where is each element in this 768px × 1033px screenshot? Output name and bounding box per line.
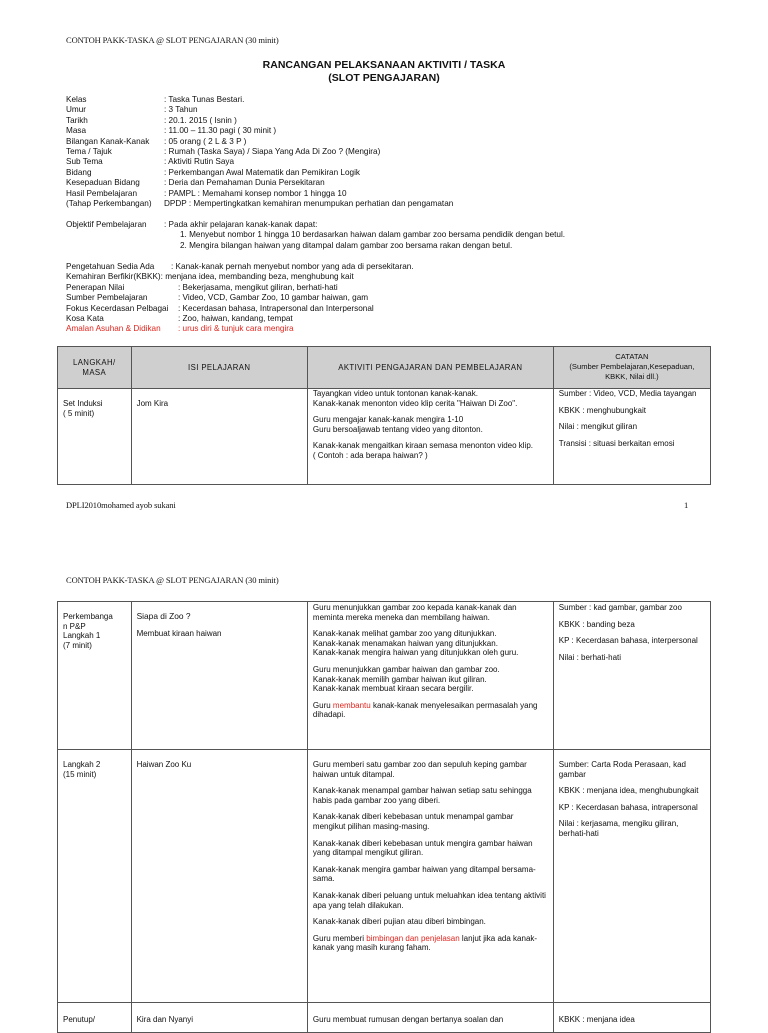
objectives-intro: : Pada akhir pelajaran kanak-kanak dapat:	[164, 220, 318, 229]
info-row: (Tahap Perkembangan) DPDP : Mempertingkatkan kemahiran menumpukan perhatian dan pengamatan	[66, 199, 454, 209]
page-number: 1	[684, 500, 689, 510]
document-title: RANCANGAN PELAKSANAAN AKTIVITI / TASKA	[262, 59, 506, 71]
info-row: Pengetahuan Sedia Ada : Kanak-kanak pernah menyebut nombor yang ada di persekitaran.	[66, 262, 414, 271]
header-catatan: CATATAN (Sumber Pembelajaran,Kesepaduan, KBKK, Nilai dll.)	[553, 347, 710, 389]
info-row: Kemahiran Berfikir(KBKK) : menjana idea, membanding beza, menghubung kait	[66, 272, 354, 282]
info-row: Umur : 3 Tahun	[66, 105, 198, 115]
info-row: Kesepaduan Bidang : Deria dan Pemahaman Dunia Persekitaran	[66, 178, 325, 188]
table-row: Perkembanga n P&P Langkah 1 (7 minit) Siapa di Zoo ? Membuat kiraan haiwan Guru menunjukkan gambar zoo kepada kanak-kanak dan meminta mereka meneka dan membilang haiwan. Kanak-kanak melihat gambar zoo yang ditunjukkan. Kanak-kanak menamakan haiwan yang ditunjukkan. Kanak-kanak mengira haiwan yang ditunjukkan oleh guru. Guru menunjukkan gambar haiwan dan gambar zoo. Kanak-kanak memilih gambar haiwan ikut giliran. Kanak-kanak membuat kiraan secara bergilir. Guru membantu kanak-kanak menyelesaikan permasalah yang dihadapi. Sumber : kad gambar, gambar zoo KBKK : banding beza KP : Kecerdasan bahasa, interpersonal Nilai : berhati-hati	[58, 602, 711, 750]
lesson-table-page2	[57, 601, 711, 1033]
table-header-row	[58, 347, 711, 389]
objective-item: 2. Mengira bilangan haiwan yang ditampal dalam gambar zoo bersama rakan dengan betul.	[180, 240, 513, 250]
info-row: Sumber Pembelajaran : Video, VCD, Gambar Zoo, 10 gambar haiwan, gam	[66, 293, 369, 303]
objectives-label: Objektif Pembelajaran	[66, 220, 147, 229]
amalan-row: Amalan Asuhan & Didikan : urus diri & tunjuk cara mengira	[66, 324, 294, 334]
info-row: Sub Tema : Aktiviti Rutin Saya	[66, 157, 235, 167]
info-row: Penerapan Nilai : Bekerjasama, mengikut giliran, berhati-hati	[66, 282, 338, 292]
lesson-info	[66, 95, 453, 209]
info-row: Masa : 11.00 – 11.30 pagi ( 30 minit )	[66, 126, 277, 136]
info-row: Tema / Tajuk : Rumah (Taska Saya) / Siapa Yang Ada Di Zoo ? (Mengira)	[66, 147, 381, 157]
objectives	[66, 220, 565, 251]
info-row: Fokus Kecerdasan Pelbagai : Kecerdasan bahasa, Intrapersonal dan Interpersonal	[66, 303, 374, 313]
page-header: CONTOH PAKK-TASKA @ SLOT PENGAJARAN (30 minit)	[66, 35, 279, 45]
header-aktiviti: AKTIVITI PENGAJARAN DAN PEMBELAJARAN	[307, 347, 553, 389]
table-row: Penutup/ Kira dan Nyanyi Guru membuat rumusan dengan bertanya soalan dan KBKK : menjana idea	[58, 1003, 711, 1033]
page-header-2: CONTOH PAKK-TASKA @ SLOT PENGAJARAN (30 minit)	[66, 575, 279, 585]
table-row: Langkah 2 (15 minit) Haiwan Zoo Ku Guru memberi satu gambar zoo dan sepuluh keping gambar haiwan untuk ditampal. Kanak-kanak menampal gambar haiwan setiap satu sehingga habis pada gambar zoo yang diberi. Kanak-kanak diberi kebebasan untuk menampal gambar mengikut pilihan masing-masing. Kanak-kanak diberi kebebasan untuk mengira gambar haiwan yang ditampal mengikut giliran. Kanak-kanak mengira gambar haiwan yang ditampal bersama-sama. Kanak-kanak diberi peluang untuk meluahkan idea tentang aktiviti apa yang telah dilakukan. Kanak-kanak diberi pujian atau diberi bimbingan. Guru memberi bimbingan dan penjelasan lanjut jika ada kanak-kanak yang masih kurang faham. Sumber: Carta Roda Perasaan, kad gambar KBKK : menjana idea, menghubungkait KP : Kecerdasan bahasa, intrapersonal Nilai : kerjasama, mengiku giliran, berhati-hati	[58, 750, 711, 1003]
lesson-table-page1	[57, 346, 711, 485]
info-row: Bidang : Perkembangan Awal Matematik dan Pemikiran Logik	[66, 167, 360, 177]
header-langkah: LANGKAH/ MASA	[58, 347, 132, 389]
info-row: Bilangan Kanak-Kanak : 05 orang ( 2 L & 3 P )	[66, 136, 247, 146]
document-subtitle: (SLOT PENGAJARAN)	[328, 72, 440, 84]
info-row: Kosa Kata : Zoo, haiwan, kandang, tempat	[66, 314, 293, 324]
info-row: Kelas : Taska Tunas Bestari.	[66, 95, 245, 104]
info-row: Hasil Pembelajaran : PAMPL : Memahami konsep nombor 1 hingga 10	[66, 188, 347, 198]
objective-item: 1. Menyebut nombor 1 hingga 10 berdasarkan haiwan dalam gambar zoo bersama pendidik dengan betul.	[180, 230, 566, 240]
table-row: Set Induksi ( 5 minit) Jom Kira Tayangkan video untuk tontonan kanak-kanak. Kanak-kanak menonton video klip cerita "Haiwan Di Zoo". Guru mengajar kanak-kanak mengira 1-10 Guru bersoaljawab tentang video yang ditonton. Kanak-kanak mengaitkan kiraan semasa menonton video klip. ( Contoh : ada berapa haiwan? ) Sumber : Video, VCD, Media tayangan KBKK : menghubungkait Nilai : mengikut giliran Transisi : situasi berkaitan emosi	[58, 389, 711, 485]
page-footer: DPLI2010mohamed ayob sukani	[66, 500, 176, 510]
info-row: Tarikh : 20.1. 2015 ( Isnin )	[66, 115, 237, 125]
lesson-info-2	[66, 262, 414, 335]
header-isi: ISI PELAJARAN	[131, 347, 307, 389]
